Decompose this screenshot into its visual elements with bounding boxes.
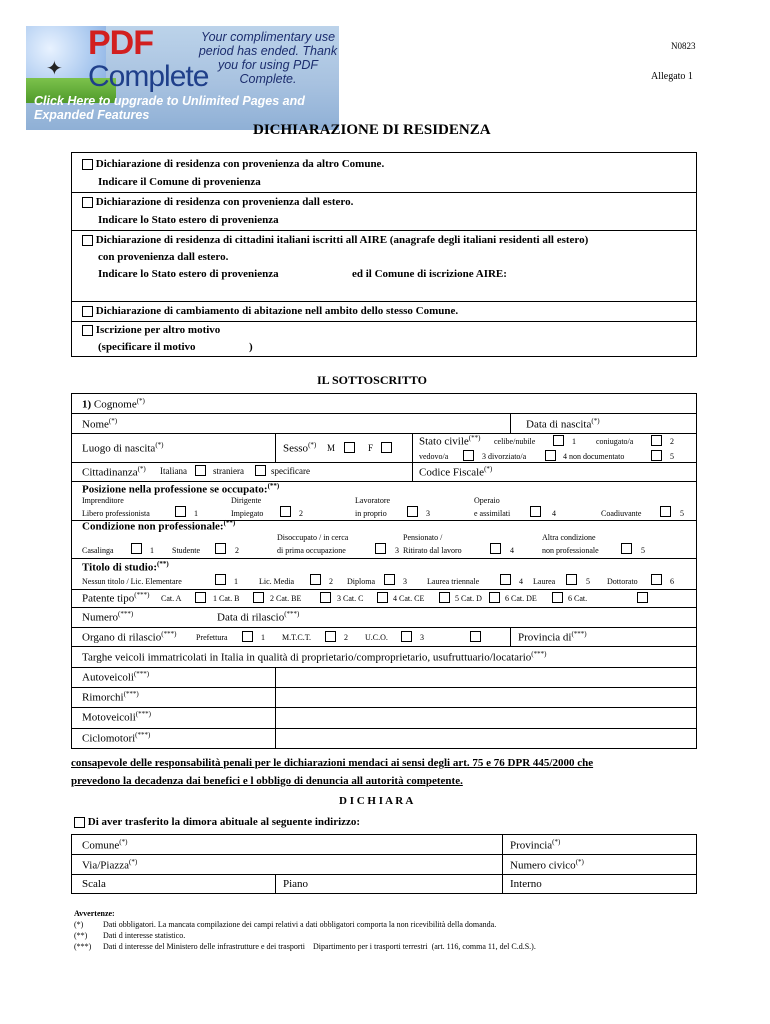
professione-title: Posizione nella professione se occupato:(**) (82, 482, 280, 496)
prof-num-3: 3 (426, 509, 430, 518)
titolo-studio-title: Titolo di studio:(**) (82, 560, 169, 574)
checkbox-cat-a[interactable] (195, 592, 206, 603)
ciclomotori-label: Ciclomotori(***) (82, 731, 151, 745)
mtct-label: M.T.C.T. (282, 633, 312, 642)
cond-num-5: 5 (641, 546, 645, 555)
checkbox-altro-motivo[interactable] (82, 325, 93, 336)
cat-a-label: Cat. A (161, 594, 182, 603)
cat-b-label: 1 Cat. B (213, 594, 240, 603)
checkbox-sesso-m[interactable] (344, 442, 355, 453)
checkbox-coniugato[interactable] (651, 435, 662, 446)
checkbox-cat-be[interactable] (320, 592, 331, 603)
option-sublabel: (specificare il motivo (98, 341, 196, 353)
stato-civile-label: Stato civile(**) (419, 434, 481, 448)
disoccupato-label: Disoccupato / in cerca (277, 533, 349, 542)
checkbox-dimora[interactable] (74, 817, 85, 828)
operaio-label: Operaio (474, 496, 500, 505)
coniugato-label: coniugato/a (596, 437, 634, 446)
laurea-triennale-label: Laurea triennale (427, 577, 480, 586)
checkbox-cat-d[interactable] (489, 592, 500, 603)
rimorchi-label: Rimorchi(***) (82, 690, 139, 704)
option-sublabel: Indicare lo Stato estero di provenienza (98, 214, 279, 226)
option-sublabel: ed il Comune di iscrizione AIRE: (352, 268, 507, 280)
sesso-label: Sesso(*) (283, 441, 317, 455)
allegato-label: Allegato 1 (651, 71, 693, 82)
nessun-titolo-label: Nessun titolo / Lic. Elementare (82, 577, 182, 586)
altra-condizione-label: Altra condizione (542, 533, 596, 542)
piano-label: Piano (283, 878, 309, 890)
autoveicoli-label: Autoveicoli(***) (82, 670, 150, 684)
data-rilascio-label: Data di rilascio(***) (217, 610, 300, 624)
studente-label: Studente (172, 546, 200, 555)
checkbox-cambio-abitazione[interactable] (82, 306, 93, 317)
motoveicoli-label: Motoveicoli(***) (82, 710, 151, 724)
libero-professionista-label: Libero professionista (82, 509, 150, 518)
checkbox-organo-2[interactable] (325, 631, 336, 642)
cat-ce-label: 4 Cat. CE (393, 594, 425, 603)
scala-label: Scala (82, 878, 106, 890)
coadiuvante-label: Coadiuvante (601, 509, 642, 518)
dimora-label: Di aver trasferito la dimora abituale al seguente indirizzo: (87, 816, 361, 828)
checkbox-cat-b[interactable] (253, 592, 264, 603)
cond-num-2: 2 (235, 546, 239, 555)
avvertenza-key-1: (*) (74, 920, 84, 929)
non-professionale-label: non professionale (542, 546, 599, 555)
dichiara-title: D I C H I A R A (339, 795, 414, 807)
cond-num-1: 1 (150, 546, 154, 555)
patente-label: Patente tipo(***) (82, 591, 150, 605)
consapevole-line-2: prevedono la decadenza dai benefici e l obbligo di denuncia all autorità competente. (71, 775, 463, 787)
checkbox-cat-ce[interactable] (439, 592, 450, 603)
option-altro-comune[interactable] (82, 158, 384, 170)
data-nascita-label: Data di nascita(*) (526, 417, 600, 431)
option-label: Dichiarazione di residenza con provenienza dall estero. (95, 196, 354, 208)
ritirato-label: Ritirato dal lavoro (403, 546, 462, 555)
cat-d-label: 5 Cat. D (455, 594, 482, 603)
checkbox-prof-1[interactable] (175, 506, 186, 517)
prefettura-label: Prefettura (196, 633, 228, 642)
prof-num-2: 2 (299, 509, 303, 518)
casalinga-label: Casalinga (82, 546, 114, 555)
organo-num-1: 1 (261, 633, 265, 642)
form-code: N0823 (671, 41, 696, 51)
option-sublabel: ) (249, 341, 253, 353)
titolo-num-4: 4 (519, 577, 523, 586)
page-title: DICHIARAZIONE DI RESIDENZA (253, 122, 491, 138)
upgrade-link[interactable]: Click Here to upgrade to Unlimited Pages and Expanded Features (34, 94, 305, 122)
checkbox-cond-1[interactable] (131, 543, 142, 554)
provincia-rilascio-label: Provincia di(***) (518, 630, 587, 644)
checkbox-titolo-3[interactable] (384, 574, 395, 585)
dottorato-label: Dottorato (607, 577, 638, 586)
via-piazza-label: Via/Piazza(*) (82, 858, 138, 872)
nome-label: Nome(*) (82, 417, 118, 431)
sottoscritto-title: IL SOTTOSCRITTO (317, 373, 427, 387)
logo-complete: Complete (88, 60, 209, 93)
indirizzo-table (71, 834, 697, 894)
dimora-option[interactable] (74, 816, 360, 828)
provincia-label: Provincia(*) (510, 838, 561, 852)
comune-label: Comune(*) (82, 838, 128, 852)
option-estero[interactable] (82, 196, 353, 208)
vedovo-label: vedovo/a (419, 452, 449, 461)
checkbox-altro-comune[interactable] (82, 159, 93, 170)
celibe-label: celibe/nubile (494, 437, 536, 446)
interno-label: Interno (510, 878, 542, 890)
checkbox-prof-2[interactable] (280, 506, 291, 517)
checkbox-cat-de[interactable] (552, 592, 563, 603)
numero-civico-label: Numero civico(*) (510, 858, 584, 872)
prof-num-4: 4 (552, 509, 556, 518)
checkbox-prof-3[interactable] (407, 506, 418, 517)
italiana-label: Italiana (160, 466, 187, 476)
checkbox-straniera[interactable] (255, 465, 266, 476)
checkbox-sesso-f[interactable] (381, 442, 392, 453)
option-sublabel: Indicare lo Stato estero di provenienza (98, 268, 279, 280)
cond-num-4: 4 (510, 546, 514, 555)
veicoli-title: Targhe veicoli immatricolati in Italia in qualità di proprietario/comproprietario, usufruttuario/locatario(***) (82, 650, 547, 664)
avvertenza-key-2: (**) (74, 931, 88, 940)
checkbox-organo-extra[interactable] (470, 631, 481, 642)
option-label: Dichiarazione di residenza di cittadini italiani iscritti all AIRE (anagrafe degli italiani residenti all estero) (95, 234, 589, 246)
avvertenza-text-3: Dati d interesse del Ministero delle infrastrutture e dei trasporti Dipartimento per i trasporti terrestri (art. 116, comma 11, del C.d.S.). (103, 942, 536, 951)
numero-label: Numero(***) (82, 610, 134, 624)
imprenditore-label: Imprenditore (82, 496, 124, 505)
checkbox-celibe[interactable] (553, 435, 564, 446)
sesso-m-label: M (327, 443, 336, 453)
logo-pdf: PDF (88, 26, 153, 62)
checkbox-cond-3[interactable] (375, 543, 386, 554)
in-proprio-label: in proprio (355, 509, 387, 518)
lic-media-label: Lic. Media (259, 577, 295, 586)
celibe-num: 1 (572, 437, 576, 446)
prima-occupazione-label: di prima occupazione (277, 546, 346, 555)
pensionato-label: Pensionato / (403, 533, 443, 542)
upgrade-banner[interactable] (26, 26, 339, 130)
titolo-num-1: 1 (234, 577, 238, 586)
checkbox-non-documentato[interactable] (651, 450, 662, 461)
option-altro-motivo[interactable] (82, 324, 220, 336)
prof-num-1: 1 (194, 509, 198, 518)
cond-num-3: 3 (395, 546, 399, 555)
laurea-label: Laurea (533, 577, 556, 586)
luogo-nascita-label: Luogo di nascita(*) (82, 441, 164, 455)
option-cambio-abitazione[interactable] (82, 305, 458, 317)
organo-num-2: 2 (344, 633, 348, 642)
specificare-label: specificare (271, 466, 310, 476)
cat-be-label: 2 Cat. BE (270, 594, 302, 603)
cognome-label: 1) Cognome(*) (82, 397, 145, 411)
straniera-label: straniera (213, 466, 244, 476)
cat-c-label: 3 Cat. C (337, 594, 364, 603)
checkbox-prof-4[interactable] (530, 506, 541, 517)
lavoratore-label: Lavoratore (355, 496, 391, 505)
checkbox-aire[interactable] (82, 235, 93, 246)
option-sublabel: Indicare il Comune di provenienza (98, 176, 261, 188)
organo-rilascio-label: Organo di rilascio(***) (82, 630, 177, 644)
impiegato-label: Impiegato (231, 509, 264, 518)
condizione-title: Condizione non professionale:(**) (82, 519, 236, 533)
titolo-num-6: 6 (670, 577, 674, 586)
non-documentato-label: 4 non documentato (563, 452, 625, 461)
avvertenza-text-2: Dati d interesse statistico. (103, 931, 186, 940)
checkbox-cat-extra[interactable] (637, 592, 648, 603)
titolo-num-5: 5 (586, 577, 590, 586)
prof-num-5: 5 (680, 509, 684, 518)
dirigente-label: Dirigente (231, 496, 262, 505)
option-label: Dichiarazione di residenza con provenienza da altro Comune. (95, 158, 385, 170)
checkbox-divorziato[interactable] (545, 450, 556, 461)
divorziato-label: 3 divorziato/a (482, 452, 527, 461)
option-sublabel: con provenienza dall estero. (98, 251, 229, 263)
option-label: Iscrizione per altro motivo (95, 324, 221, 336)
checkbox-cond-2[interactable] (215, 543, 226, 554)
banner-message: Your complimentary use period has ended. Thank you for using PDF Complete. (198, 30, 338, 86)
checkbox-titolo-1[interactable] (215, 574, 226, 585)
checkbox-estero[interactable] (82, 197, 93, 208)
checkbox-cond-5[interactable] (621, 543, 632, 554)
checkbox-cond-4[interactable] (490, 543, 501, 554)
consapevole-line-1: consapevole delle responsabilità penali per le dichiarazioni mendaci ai sensi degli art. 75 e 76 DPR 445/2000 che (71, 757, 594, 769)
codice-fiscale-label: Codice Fiscale(*) (419, 465, 493, 479)
checkbox-prof-5[interactable] (660, 506, 671, 517)
avvertenza-text-1: Dati obbligatori. La mancata compilazione dei campi relativi a dati obbligatori comporta la non ricevibilità della domanda. (103, 920, 497, 929)
uco-label: U.C.O. (365, 633, 388, 642)
checkbox-titolo-5[interactable] (566, 574, 577, 585)
checkbox-titolo-4[interactable] (500, 574, 511, 585)
coniugato-num: 2 (670, 437, 674, 446)
titolo-num-3: 3 (403, 577, 407, 586)
titolo-num-2: 2 (329, 577, 333, 586)
cat-6-label: 6 Cat. (568, 594, 588, 603)
checkbox-italiana[interactable] (195, 465, 206, 476)
cittadinanza-label: Cittadinanza(*) (82, 465, 146, 479)
checkbox-vedovo[interactable] (463, 450, 474, 461)
jumping-figure-icon: ✦ (46, 58, 63, 80)
diploma-label: Diploma (347, 577, 375, 586)
assimilati-label: e assimilati (474, 509, 511, 518)
non-documentato-num: 5 (670, 452, 674, 461)
checkbox-titolo-6[interactable] (651, 574, 662, 585)
avvertenza-key-3: (***) (74, 942, 92, 951)
organo-num-3: 3 (420, 633, 424, 642)
sesso-f-label: F (368, 443, 374, 453)
checkbox-titolo-2[interactable] (310, 574, 321, 585)
avvertenze-title: Avvertenze: (74, 909, 115, 918)
checkbox-organo-1[interactable] (242, 631, 253, 642)
option-aire[interactable] (82, 234, 588, 246)
cat-de-label: 6 Cat. DE (505, 594, 537, 603)
checkbox-cat-c[interactable] (377, 592, 388, 603)
checkbox-organo-3[interactable] (401, 631, 412, 642)
option-label: Dichiarazione di cambiamento di abitazione nell ambito dello stesso Comune. (95, 305, 459, 317)
